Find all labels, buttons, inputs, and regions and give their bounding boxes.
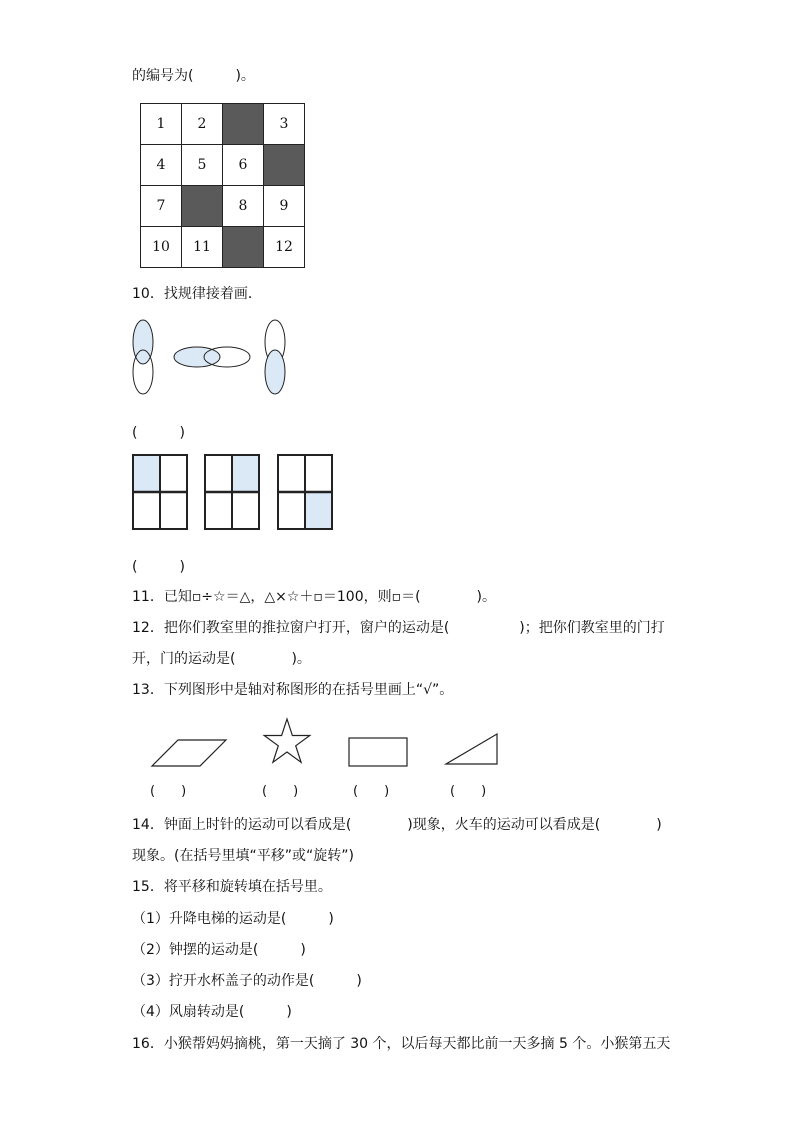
star-shape — [264, 719, 310, 762]
grid-row — [141, 145, 305, 186]
parallelogram-shape — [152, 740, 226, 766]
window-3 — [278, 455, 332, 529]
window-2 — [205, 455, 259, 529]
right-triangle-shape — [446, 734, 497, 764]
grid-row — [141, 227, 305, 268]
grid-row — [141, 104, 305, 145]
grid-cell: 2 — [182, 104, 223, 145]
pane-shaded — [134, 456, 160, 492]
grid-cell-shaded — [182, 186, 223, 227]
q13-text: 13．下列图形中是轴对称图形的在括号里画上“√”。 — [132, 682, 454, 698]
grid-cell: 9 — [264, 186, 305, 227]
grid-cell: 3 — [264, 104, 305, 145]
q13-blank-star[interactable]: ( ) — [262, 784, 299, 799]
q12-text-line2: 开，门的运动是( )。 — [132, 651, 311, 667]
ellipse-shaded — [174, 347, 220, 367]
ellipse-shaded — [265, 350, 285, 394]
q16-text: 16．小猴帮妈妈摘桃，第一天摘了 30 个，以后每天都比前一天多摘 5 个。小猴第五天 — [132, 1036, 671, 1052]
q15-text: 15．将平移和旋转填在括号里。 — [132, 879, 332, 895]
grid-row — [141, 186, 305, 227]
grid-cell: 1 — [141, 104, 182, 145]
grid-cell: 5 — [182, 145, 223, 186]
q15-item-3: （3）拧开水杯盖子的动作是( ) — [132, 973, 362, 989]
grid-cell-shaded — [223, 227, 264, 268]
number-grid — [140, 103, 305, 268]
ellipse-pattern-figure — [125, 315, 305, 397]
q11-text: 11．已知▫÷☆＝△，△×☆＋▫＝100，则▫＝( )。 — [132, 589, 497, 605]
symmetry-shapes — [140, 714, 510, 774]
q13-blank-parallelogram[interactable]: ( ) — [150, 784, 187, 799]
grid-cell: 11 — [182, 227, 223, 268]
grid-cell-shaded — [223, 104, 264, 145]
grid-cell: 7 — [141, 186, 182, 227]
window-pattern-figure — [130, 452, 340, 534]
grid-cell: 10 — [141, 227, 182, 268]
q14-text-line2: 现象。(在括号里填“平移”或“旋转”) — [132, 848, 354, 864]
pane-shaded — [233, 456, 259, 492]
grid-cell-shaded — [264, 145, 305, 186]
window-1 — [133, 455, 187, 529]
grid-cell: 6 — [223, 145, 264, 186]
q13-blank-triangle[interactable]: ( ) — [450, 784, 487, 799]
q10-answer-blank-2[interactable]: ( ) — [132, 559, 185, 575]
q10-answer-blank-1[interactable]: ( ) — [132, 425, 185, 441]
q12-text-line1: 12．把你们教室里的推拉窗户打开，窗户的运动是( )；把你们教室里的门打 — [132, 620, 665, 636]
rectangle-shape — [349, 738, 407, 766]
q15-item-4: （4）风扇转动是( ) — [132, 1004, 292, 1020]
q15-item-2: （2）钟摆的运动是( ) — [132, 942, 306, 958]
grid-cell: 12 — [264, 227, 305, 268]
pane-shaded — [306, 493, 332, 528]
q10-text: 10．找规律接着画． — [132, 286, 262, 302]
q9-text: 的编号为( )。 — [132, 68, 255, 84]
q14-text-line1: 14．钟面上时针的运动可以看成是( )现象，火车的运动可以看成是( ) — [132, 817, 662, 833]
grid-cell: 8 — [223, 186, 264, 227]
q13-blank-rectangle[interactable]: ( ) — [353, 784, 390, 799]
q15-item-1: （1）升降电梯的运动是( ) — [132, 911, 334, 927]
grid-cell: 4 — [141, 145, 182, 186]
